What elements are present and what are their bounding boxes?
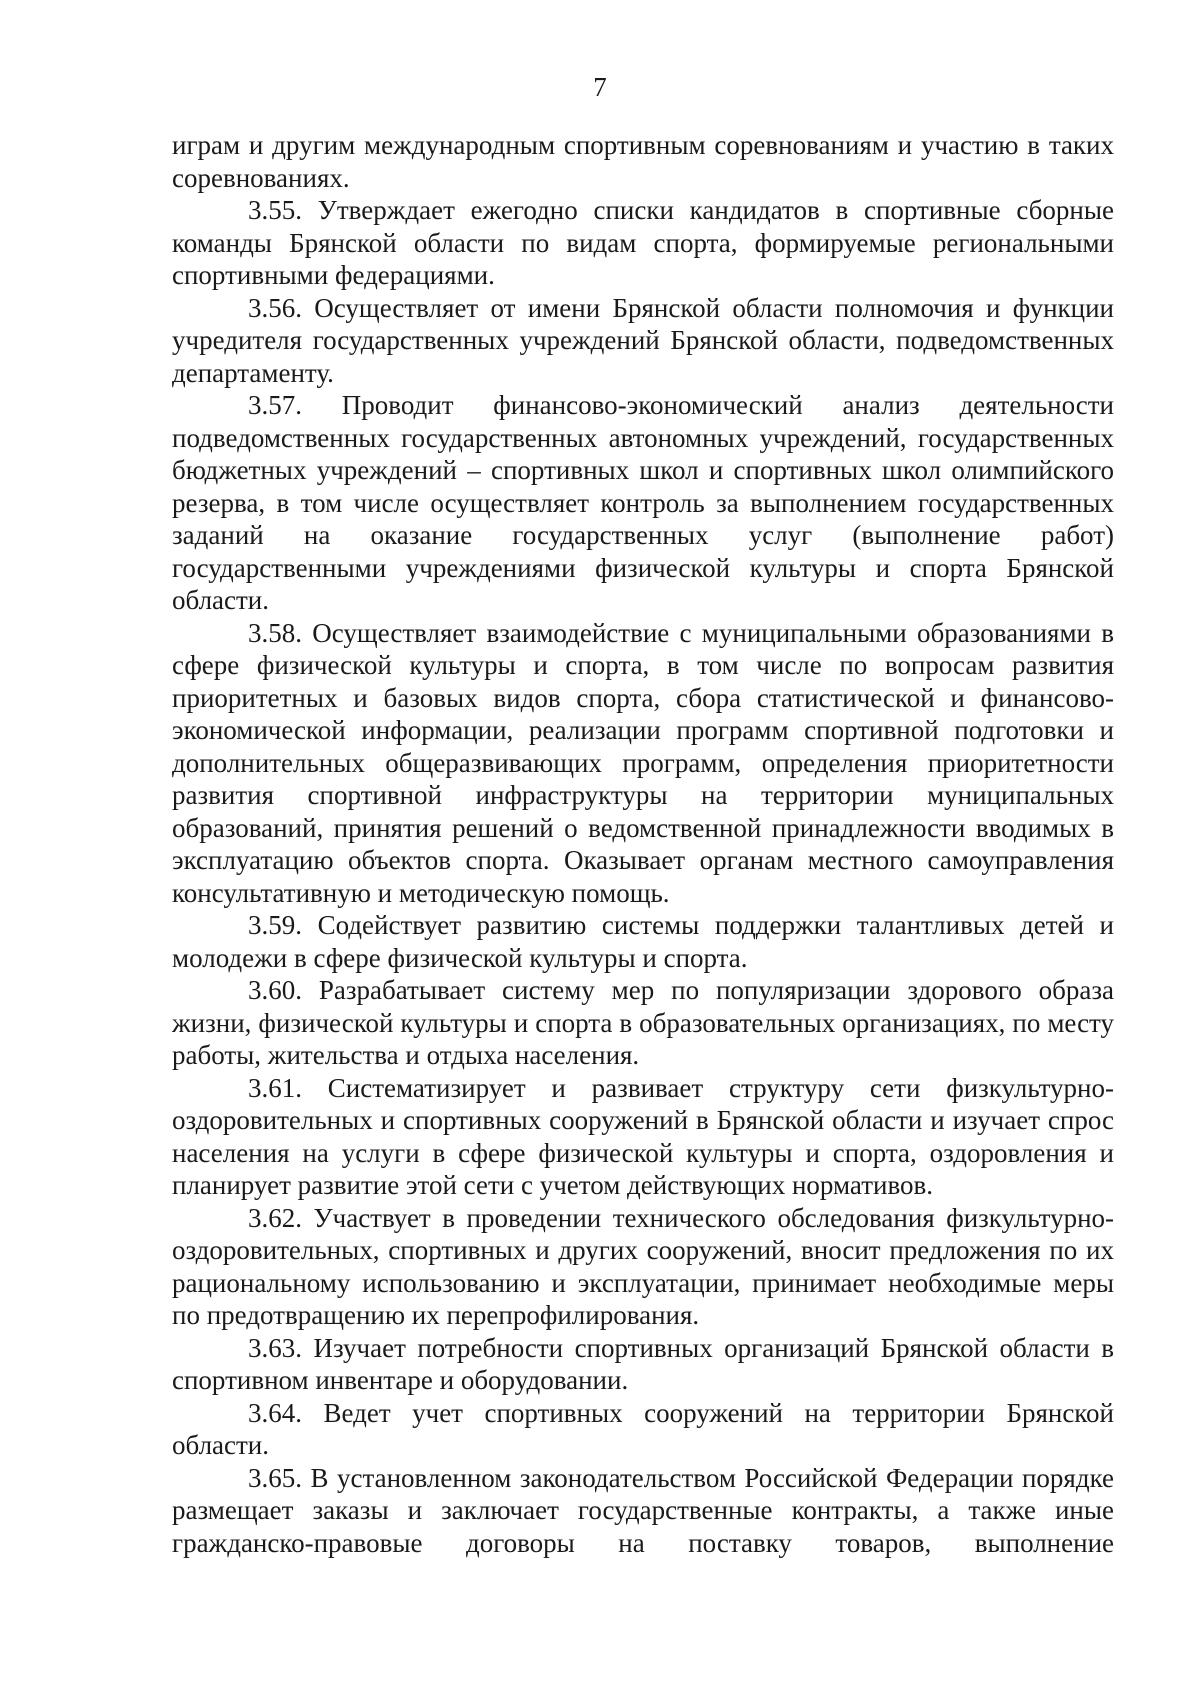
paragraph-3-59 (172, 909, 1114, 974)
paragraph-3-63 (172, 1332, 1114, 1397)
paragraph-number: 3.62. (248, 1202, 302, 1233)
paragraph-number: 3.65. (248, 1462, 302, 1493)
paragraph-text: Систематизирует и развивает структуру сети физкультурно-оздоровительных и спортивных сооружений в Брянской области и изучает спрос населения на услуги в сфере физической культуры и спорта, оздоровления и планирует развитие этой сети с учетом действующих нормативов. (172, 1072, 1114, 1200)
paragraph-3-58 (172, 617, 1114, 910)
paragraph-number: 3.63. (248, 1332, 302, 1363)
page-number: 7 (593, 72, 607, 102)
paragraph-text: Проводит финансово-экономический анализ деятельности подведомственных государственных автономных учреждений, государственных бюджетных учреждений – спортивных школ и спортивных школ олимпийского резерва, в том числе осуществляет контроль за выполнением государственных заданий на оказание государственных услуг (выполнение работ) государственными учреждениями физической культуры и спорта Брянской области. (172, 390, 1115, 615)
paragraph-number: 3.59. (248, 910, 302, 940)
paragraph-number: 3.58. (248, 617, 302, 648)
paragraph-number: 3.64. (248, 1397, 302, 1428)
paragraph-number: 3.60. (248, 975, 302, 1005)
document-body (172, 129, 1114, 1559)
paragraph-text: Разрабатывает систему мер по популяризации здорового образа жизни, физической культуры и спорта в образовательных организациях, по месту работы, жительства и отдыха населения. (172, 975, 1114, 1070)
paragraph-text: Утверждает ежегодно списки кандидатов в спортивные сборные команды Брянской области по видам спорта, формируемые региональными спортивными федерациями. (172, 195, 1115, 290)
paragraph-number: 3.61. (248, 1072, 302, 1103)
paragraph-text: Осуществляет взаимодействие с муниципальными образованиями в сфере физической культуры и спорта, в том числе по вопросам развития приоритетных и базовых видов спорта, сбора статистической и финансово-экономической информации, реализации программ спортивной подготовки и дополнительных общеразвивающих программ, определения приоритетности развития спортивной инфраструктуры на территории муниципальных образований, принятия решений о ведомственной принадлежности вводимых в эксплуатацию объектов спорта. Оказывает органам местного самоуправления консультативную и методическую помощь. (172, 617, 1115, 908)
paragraph-3-55 (172, 194, 1114, 292)
paragraph-3-62 (172, 1202, 1114, 1332)
paragraph-3-57 (172, 389, 1114, 617)
paragraph-number: 3.55. (248, 195, 302, 225)
paragraph-3-65 (172, 1462, 1114, 1560)
paragraph-text: В установленном законодательством Российской Федерации порядке размещает заказы и заключает государственные контракты, а также иные гражданско-правовые договоры на поставку товаров, выполнение (172, 1462, 1115, 1558)
paragraph-number: 3.57. (248, 390, 302, 420)
paragraph-text: Содействует развитию системы поддержки талантливых детей и молодежи в сфере физической культуры и спорта. (172, 910, 1114, 973)
paragraph-3-56 (172, 292, 1114, 390)
paragraph-3-60 (172, 974, 1114, 1072)
paragraph-text: Ведет учет спортивных сооружений на территории Брянской области. (172, 1397, 1114, 1460)
paragraph-3-64 (172, 1397, 1114, 1462)
paragraph-text: Осуществляет от имени Брянской области полномочия и функции учредителя государственных учреждений Брянской области, подведомственных департаменту. (172, 292, 1114, 388)
paragraph-continuation (172, 129, 1114, 194)
paragraph-text: играм и другим международным спортивным соревнованиям и участию в таких соревнованиях. (172, 130, 1114, 193)
paragraph-text: Участвует в проведении технического обследования физкультурно-оздоровительных, спортивных и других сооружений, вносит предложения по их рациональному использованию и эксплуатации, принимает необходимые меры по предотвращению их перепрофилирования. (172, 1202, 1115, 1330)
paragraph-3-61 (172, 1072, 1114, 1202)
paragraph-text: Изучает потребности спортивных организаций Брянской области в спортивном инвентаре и оборудовании. (172, 1332, 1115, 1395)
paragraph-number: 3.56. (248, 292, 302, 323)
